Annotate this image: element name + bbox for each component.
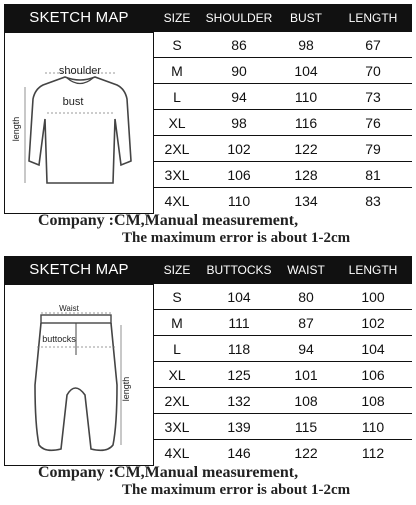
sketch-map-title: SKETCH MAP [29, 261, 129, 278]
length-cell: 110 [361, 419, 385, 435]
top-header-bar [4, 4, 412, 32]
table-row [154, 162, 412, 188]
pants-sketch [4, 284, 154, 466]
top-size-chart [4, 4, 412, 246]
buttocks-cell: 132 [227, 393, 251, 409]
pants-table-body [154, 284, 412, 466]
bust-label: bust [62, 96, 84, 108]
waist-label: Waist [59, 304, 79, 313]
size-cell: XL [168, 115, 186, 131]
size-cell: S [172, 289, 182, 305]
col-header-bust: BUST [289, 11, 322, 25]
length-cell: 67 [365, 37, 381, 53]
table-row [154, 336, 412, 362]
note-line-2: The maximum error is about 1-2cm [122, 230, 351, 246]
size-cell: L [173, 89, 181, 105]
buttocks-cell: 125 [227, 367, 251, 383]
length-cell: 106 [361, 367, 385, 383]
pants-header-bar [4, 256, 412, 284]
size-cell: S [172, 37, 182, 53]
note-line-1: Company :CM,Manual measurement, [38, 464, 299, 481]
table-row [154, 58, 412, 84]
size-cell: 3XL [164, 419, 190, 435]
waist-cell: 87 [298, 315, 314, 331]
size-cell: 2XL [164, 393, 190, 409]
col-header-buttocks: BUTTOCKS [206, 263, 272, 277]
buttocks-cell: 118 [227, 341, 251, 357]
shoulder-cell: 110 [227, 193, 251, 209]
shoulder-cell: 106 [227, 167, 251, 183]
col-header-size: SIZE [163, 263, 191, 277]
buttocks-cell: 146 [227, 445, 251, 461]
length-cell: 112 [361, 445, 385, 461]
size-cell: XL [168, 367, 186, 383]
table-row [154, 388, 412, 414]
col-header-shoulder: SHOULDER [205, 11, 273, 25]
table-row [154, 32, 412, 58]
size-cell: 4XL [164, 193, 190, 209]
table-row [154, 310, 412, 336]
waist-cell: 101 [294, 367, 318, 383]
waist-cell: 115 [294, 419, 318, 435]
waist-cell: 94 [298, 341, 314, 357]
shoulder-cell: 102 [227, 141, 251, 157]
bust-cell: 128 [294, 167, 318, 183]
note-line-2: The maximum error is about 1-2cm [122, 482, 351, 498]
note-line-1: Company :CM,Manual measurement, [38, 212, 299, 229]
length-cell: 83 [365, 193, 381, 209]
size-cell: 3XL [164, 167, 190, 183]
length-cell: 108 [361, 393, 385, 409]
table-row [154, 362, 412, 388]
size-cell: 2XL [164, 141, 190, 157]
table-row [154, 440, 412, 466]
size-cell: L [173, 341, 181, 357]
col-header-length: LENGTH [348, 263, 398, 277]
waist-cell: 80 [298, 289, 314, 305]
waist-cell: 122 [294, 445, 318, 461]
table-row [154, 188, 412, 214]
table-row [154, 84, 412, 110]
shirt-sketch [4, 32, 154, 214]
length-cell: 81 [365, 167, 381, 183]
length-cell: 100 [361, 289, 385, 305]
table-row [154, 136, 412, 162]
length-cell: 104 [361, 341, 385, 357]
length-label: length [11, 116, 21, 142]
shoulder-cell: 94 [231, 89, 247, 105]
bust-cell: 110 [294, 89, 318, 105]
bust-cell: 122 [294, 141, 318, 157]
col-header-length: LENGTH [348, 11, 398, 25]
col-header-size: SIZE [163, 11, 191, 25]
length-cell: 76 [365, 115, 381, 131]
bust-cell: 134 [294, 193, 318, 209]
buttocks-cell: 111 [228, 315, 250, 331]
sketch-map-title: SKETCH MAP [29, 9, 129, 26]
shoulder-cell: 90 [231, 63, 247, 79]
size-cell: M [171, 63, 183, 79]
pants-sketch-icon [5, 285, 155, 467]
shoulder-cell: 86 [231, 37, 247, 53]
table-row [154, 110, 412, 136]
length-label: length [121, 376, 131, 402]
bust-cell: 104 [294, 63, 318, 79]
table-row [154, 414, 412, 440]
length-cell: 70 [365, 63, 381, 79]
shoulder-label: shoulder [58, 65, 102, 77]
col-header-waist: WAIST [287, 263, 325, 277]
top-table-body [154, 32, 412, 214]
buttocks-label: buttocks [42, 334, 76, 344]
size-cell: 4XL [164, 445, 190, 461]
waist-cell: 108 [294, 393, 318, 409]
shoulder-cell: 98 [231, 115, 247, 131]
length-cell: 79 [365, 141, 381, 157]
length-cell: 102 [361, 315, 385, 331]
shirt-sketch-icon [5, 33, 155, 215]
bust-cell: 116 [294, 115, 318, 131]
buttocks-cell: 104 [227, 289, 251, 305]
pants-size-chart [4, 256, 412, 498]
size-cell: M [171, 315, 183, 331]
buttocks-cell: 139 [227, 419, 251, 435]
table-row [154, 284, 412, 310]
bust-cell: 98 [298, 37, 314, 53]
length-cell: 73 [365, 89, 381, 105]
